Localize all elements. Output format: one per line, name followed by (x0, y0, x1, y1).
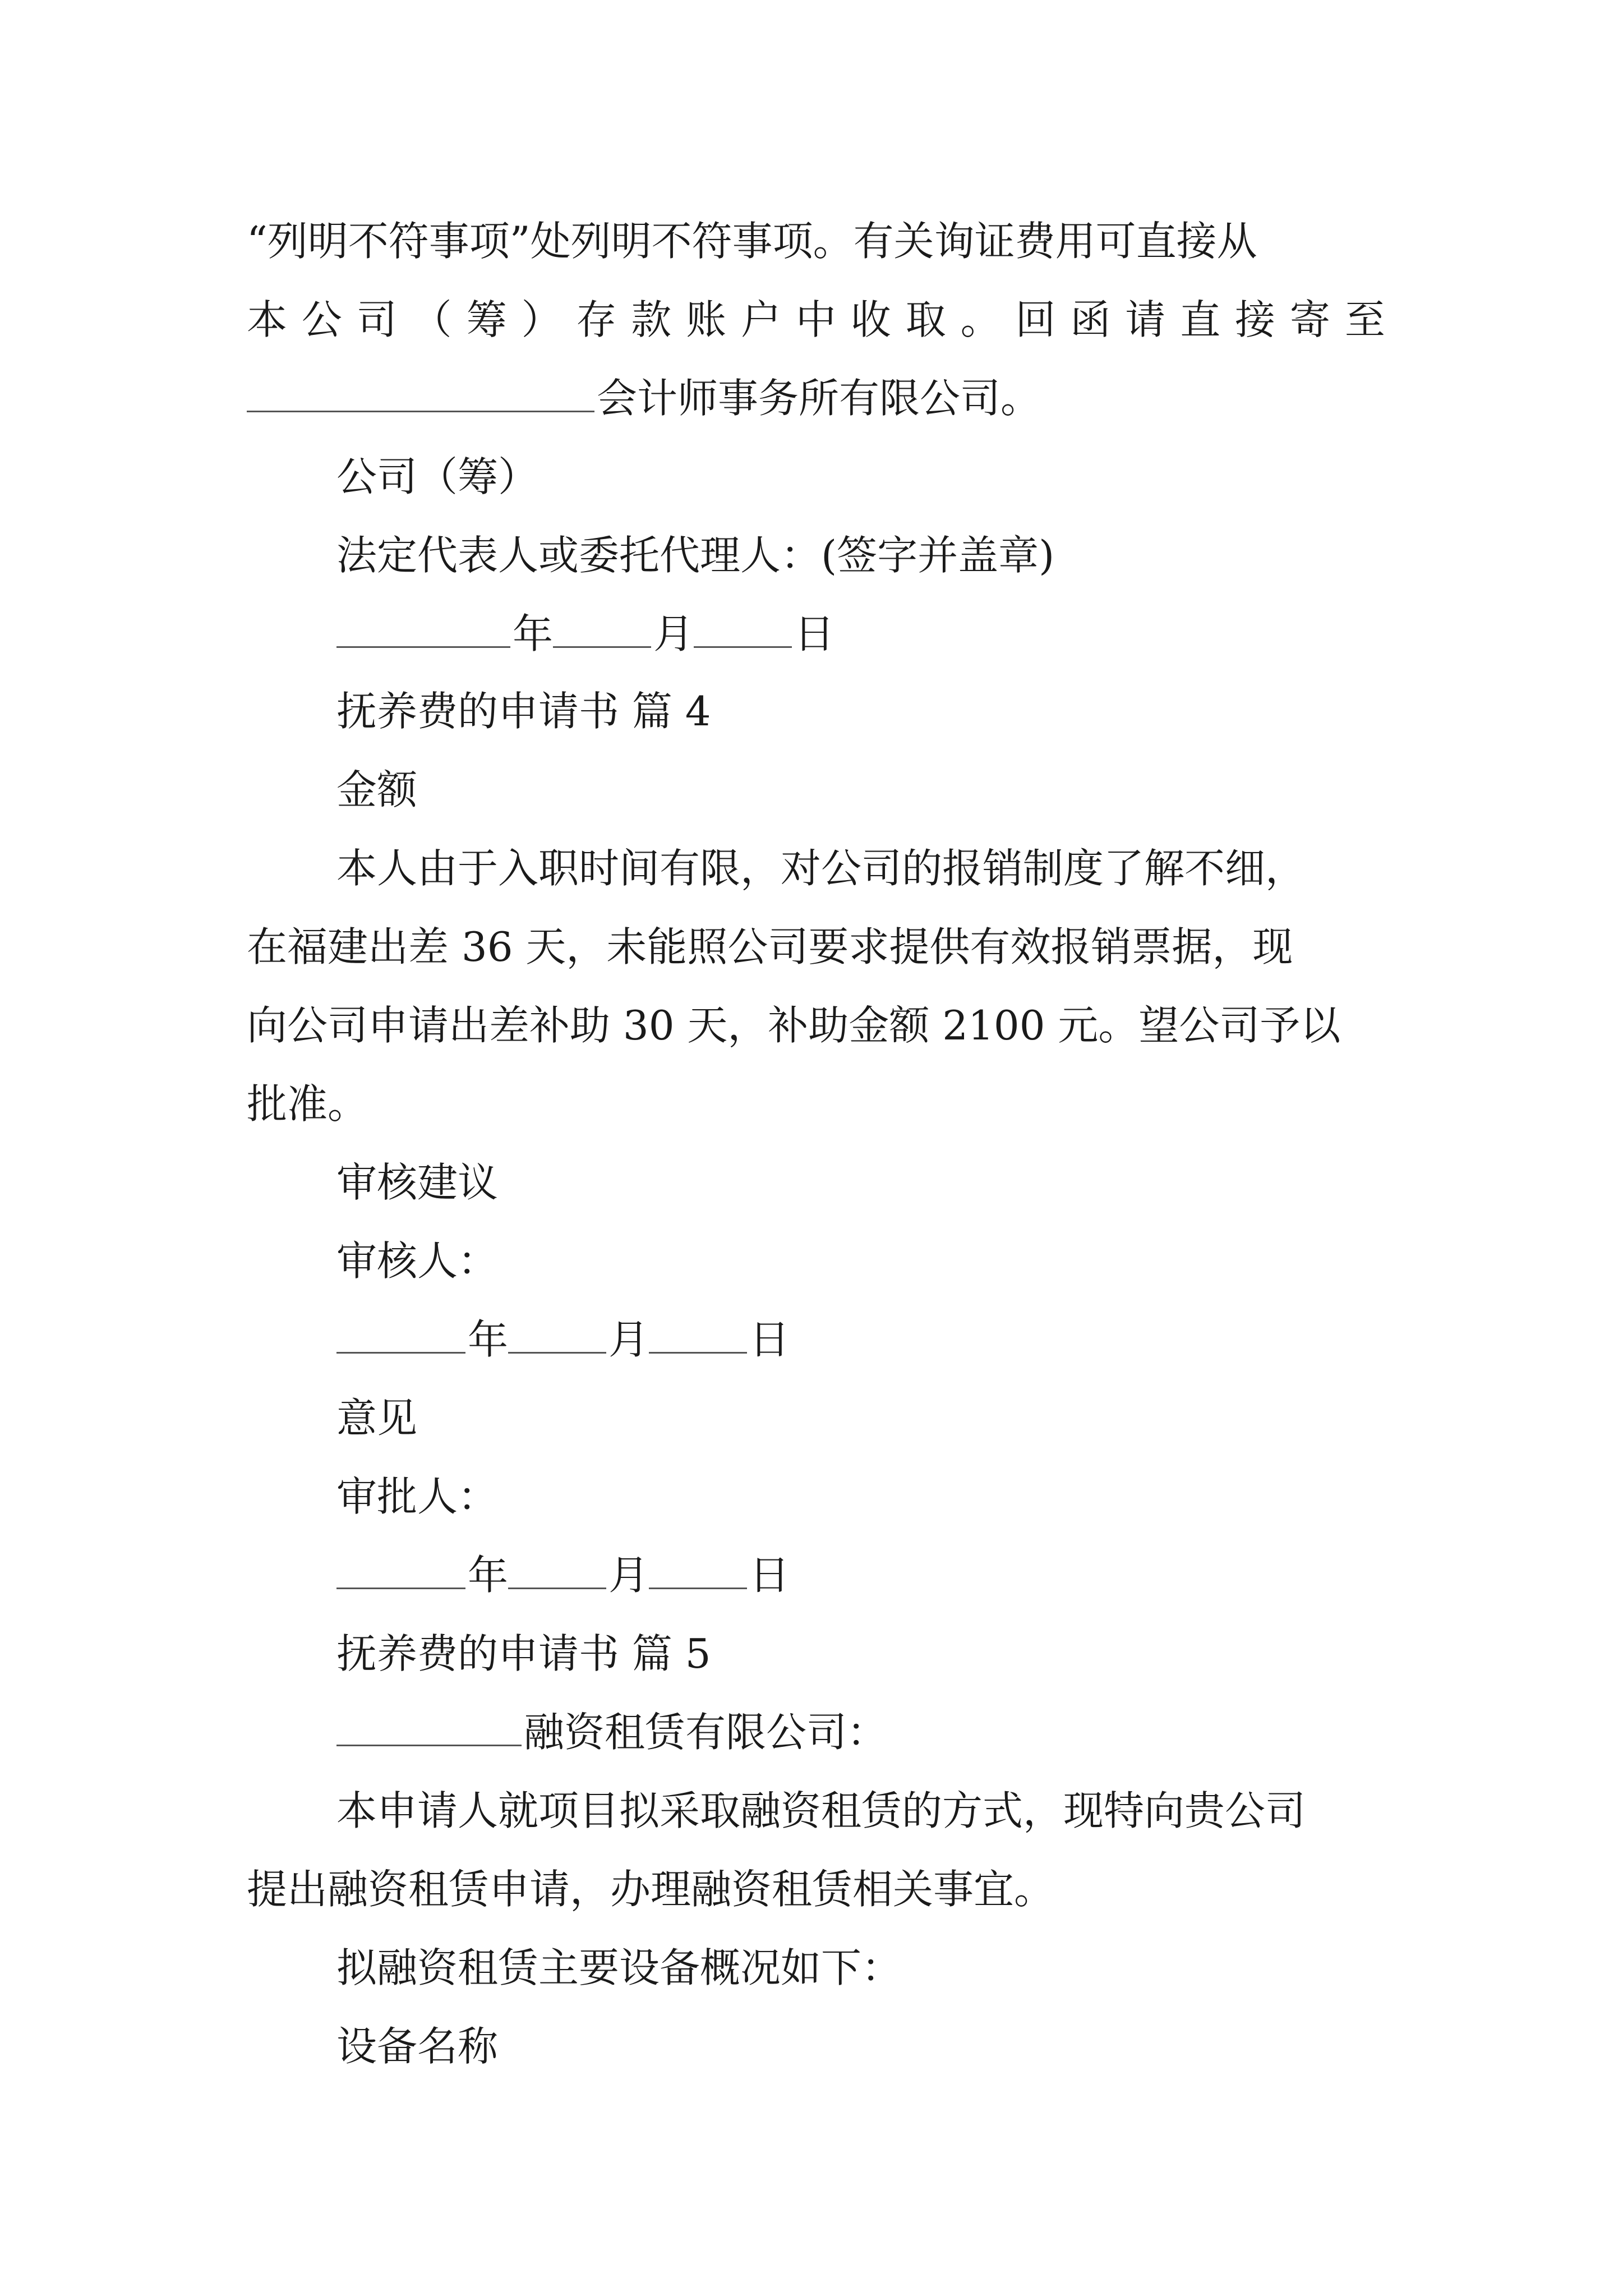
char: 公 (301, 296, 342, 343)
char: 户 (741, 296, 782, 343)
char: 中 (795, 296, 836, 343)
legal-rep-line (336, 527, 1054, 583)
char: 筹 (466, 296, 507, 343)
char: 收 (850, 296, 891, 343)
field-label (336, 2018, 498, 2074)
paragraph-line (336, 1940, 902, 1996)
date-line (336, 1547, 790, 1603)
paragraph-line-justified (247, 292, 1385, 348)
char: 司 (356, 296, 397, 343)
text: 法定代表人或委托代理人：(签字并盖章) (336, 532, 1055, 579)
field-label (336, 1233, 498, 1289)
text: 向公司申请出差补助 30 天，补助金额 2100 元。望公司予以 (247, 1002, 1341, 1049)
char: 存 (576, 296, 617, 343)
year-blank (336, 1317, 465, 1354)
text: 提出融资租赁申请，办理融资租赁相关事宜。 (247, 1866, 1055, 1913)
char: 函 (1070, 296, 1111, 343)
char: 本 (247, 296, 288, 343)
month-label: 月 (653, 610, 694, 657)
year-blank (336, 1553, 465, 1589)
char: 账 (686, 296, 727, 343)
year-label: 年 (468, 1316, 509, 1363)
text: 拟融资租赁主要设备概况如下： (336, 1944, 902, 1991)
char: 取 (905, 296, 946, 343)
fill-in-blank (247, 376, 594, 412)
heading-text: 抚养费的申请书 篇 5 (336, 1630, 711, 1677)
text: “列明不符事项”处列明不符事项。有关询证费用可直接从 (247, 218, 1257, 265)
char: 寄 (1289, 296, 1330, 343)
paragraph-line (336, 840, 1306, 896)
text: 审核人： (336, 1237, 499, 1285)
year-label: 年 (513, 610, 554, 657)
paragraph-line (247, 1861, 1385, 1917)
month-label: 月 (608, 1316, 649, 1363)
text: 批准。 (247, 1080, 368, 1128)
paragraph-line (247, 919, 1385, 975)
year-blank (336, 611, 510, 648)
text: 金额 (336, 766, 418, 813)
day-blank (694, 611, 792, 648)
field-label (336, 762, 417, 818)
year-label: 年 (468, 1552, 509, 1599)
company-line (336, 449, 538, 505)
text: 公司（筹） (336, 453, 539, 500)
char: （ (411, 296, 452, 343)
text: 本人由于入职时间有限，对公司的报销制度了解不细， (336, 845, 1306, 892)
text: 本申请人就项目拟采取融资租赁的方式，现特向贵公司 (336, 1787, 1306, 1834)
field-label (336, 1390, 417, 1446)
month-blank (553, 611, 651, 648)
char: 款 (631, 296, 672, 343)
char: 直 (1180, 296, 1221, 343)
month-label: 月 (608, 1552, 649, 1599)
char: ） (521, 296, 562, 343)
text: 审批人： (336, 1473, 499, 1520)
date-line (336, 606, 834, 662)
char: 接 (1235, 296, 1276, 343)
paragraph-line (247, 997, 1385, 1053)
char: 回 (1015, 296, 1056, 343)
text: 设备名称 (336, 2023, 499, 2070)
month-blank (508, 1317, 606, 1354)
day-blank (649, 1317, 747, 1354)
text: 意见 (336, 1395, 418, 1442)
paragraph-line (247, 213, 1385, 269)
month-blank (508, 1553, 606, 1589)
char: 请 (1125, 296, 1166, 343)
day-label: 日 (749, 1552, 790, 1599)
char: 。 (960, 296, 1001, 343)
day-blank (649, 1553, 747, 1589)
heading-text: 抚养费的申请书 篇 4 (336, 688, 711, 735)
day-label: 日 (794, 610, 835, 657)
field-label (336, 1469, 498, 1525)
paragraph-line (247, 370, 1385, 426)
paragraph-line (336, 1783, 1306, 1839)
company-blank (336, 1710, 522, 1746)
text: 会计师事务所有限公司。 (597, 375, 1041, 422)
addressee-line (336, 1704, 887, 1760)
text: 在福建出差 36 天，未能照公司要求提供有效报销票据，现 (247, 923, 1293, 970)
day-label: 日 (749, 1316, 790, 1363)
section-heading (336, 1626, 711, 1682)
paragraph-line (247, 1076, 1385, 1132)
section-heading (336, 683, 711, 739)
field-label (336, 1154, 498, 1211)
text: 审核建议 (336, 1159, 499, 1206)
text: 融资租赁有限公司： (524, 1709, 888, 1756)
char: 至 (1344, 296, 1385, 343)
date-line (336, 1312, 790, 1368)
